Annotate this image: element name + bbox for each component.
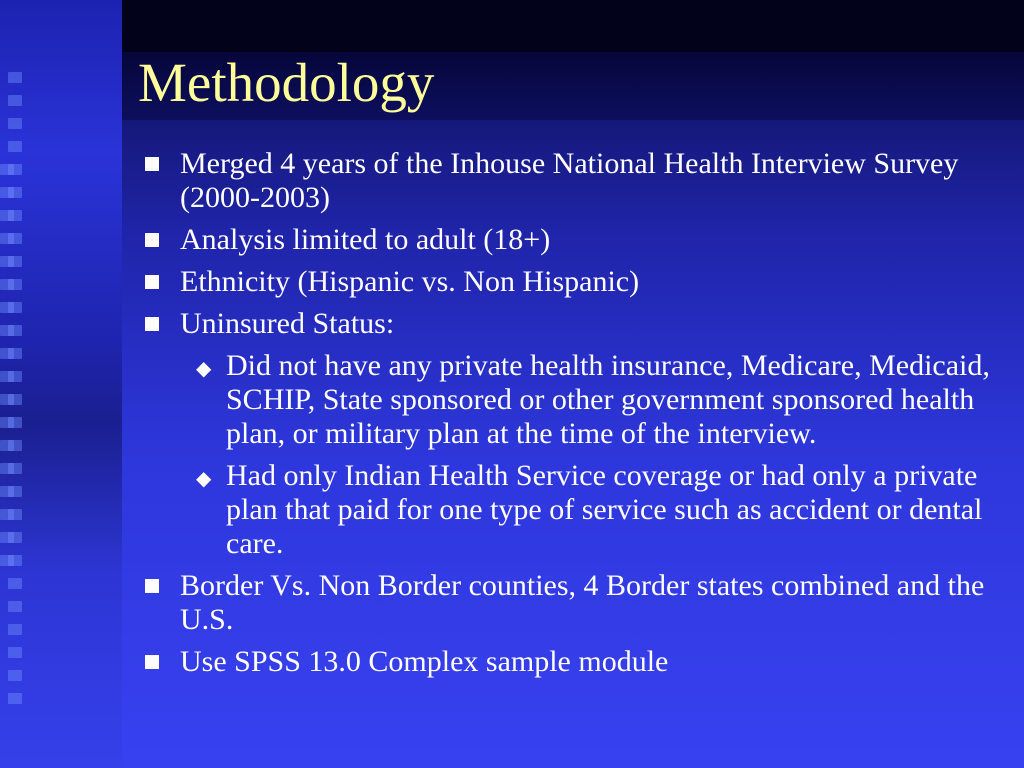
decorative-square — [8, 693, 22, 704]
decorative-square — [0, 187, 14, 198]
decorative-square — [0, 440, 14, 451]
bullet-item — [142, 307, 1004, 561]
bullet-item — [142, 147, 1004, 215]
decorative-square — [0, 394, 14, 405]
bullet-text: Analysis limited to adult (18+) — [180, 223, 551, 256]
bullet-text: Merged 4 years of the Inhouse National Health Interview Survey (2000-2003) — [180, 147, 959, 214]
bullet-text: Uninsured Status: — [180, 307, 395, 340]
decorative-square — [8, 118, 22, 129]
square-bullet-icon — [145, 275, 159, 289]
decorative-square — [0, 348, 14, 359]
decorative-square — [0, 555, 14, 566]
diamond-bullet-icon: ◆ — [196, 466, 212, 490]
top-dark-band — [122, 0, 1024, 52]
decorative-square — [8, 601, 22, 612]
decorative-square — [0, 279, 14, 290]
decorative-squares — [0, 0, 40, 768]
square-bullet-icon — [145, 317, 159, 331]
bullet-item — [142, 223, 1004, 257]
bullet-text: Border Vs. Non Border counties, 4 Border states combined and the U.S. — [180, 569, 985, 636]
decorative-square — [8, 72, 22, 83]
sub-bullet-text: Had only Indian Health Service coverage or had only a private plan that paid for one type of service such as accident or dental care. — [226, 459, 983, 560]
decorative-square — [8, 647, 22, 658]
sub-bullet-item — [180, 459, 1004, 561]
decorative-square — [0, 371, 14, 382]
decorative-square — [8, 141, 22, 152]
sub-bullet-text: Did not have any private health insurance, Medicare, Medicaid, SCHIP, State sponsored or other government sponsored health plan, or military plan at the time of the interview. — [226, 349, 990, 450]
decorative-square — [0, 233, 14, 244]
decorative-square — [0, 463, 14, 474]
decorative-square — [8, 670, 22, 681]
bullet-text: Use SPSS 13.0 Complex sample module — [180, 645, 669, 678]
decorative-square — [8, 578, 22, 589]
decorative-square — [8, 95, 22, 106]
sub-bullet-list — [180, 349, 1004, 561]
square-bullet-icon — [145, 157, 159, 171]
decorative-square — [0, 210, 14, 221]
square-bullet-icon — [145, 655, 159, 669]
bullet-text: Ethnicity (Hispanic vs. Non Hispanic) — [180, 265, 640, 298]
decorative-square — [0, 486, 14, 497]
decorative-square — [0, 256, 14, 267]
bullet-item — [142, 645, 1004, 679]
decorative-square — [0, 417, 14, 428]
decorative-square — [0, 532, 14, 543]
bullet-item — [142, 265, 1004, 299]
decorative-square — [0, 164, 14, 175]
square-bullet-icon — [145, 579, 159, 593]
decorative-square — [8, 624, 22, 635]
bullet-list — [142, 147, 1004, 687]
slide-title: Methodology — [138, 52, 435, 113]
decorative-square — [0, 509, 14, 520]
diamond-bullet-icon: ◆ — [196, 356, 212, 380]
decorative-square — [0, 325, 14, 336]
sub-bullet-item — [180, 349, 1004, 451]
bullet-item — [142, 569, 1004, 637]
square-bullet-icon — [145, 233, 159, 247]
decorative-square — [0, 302, 14, 313]
